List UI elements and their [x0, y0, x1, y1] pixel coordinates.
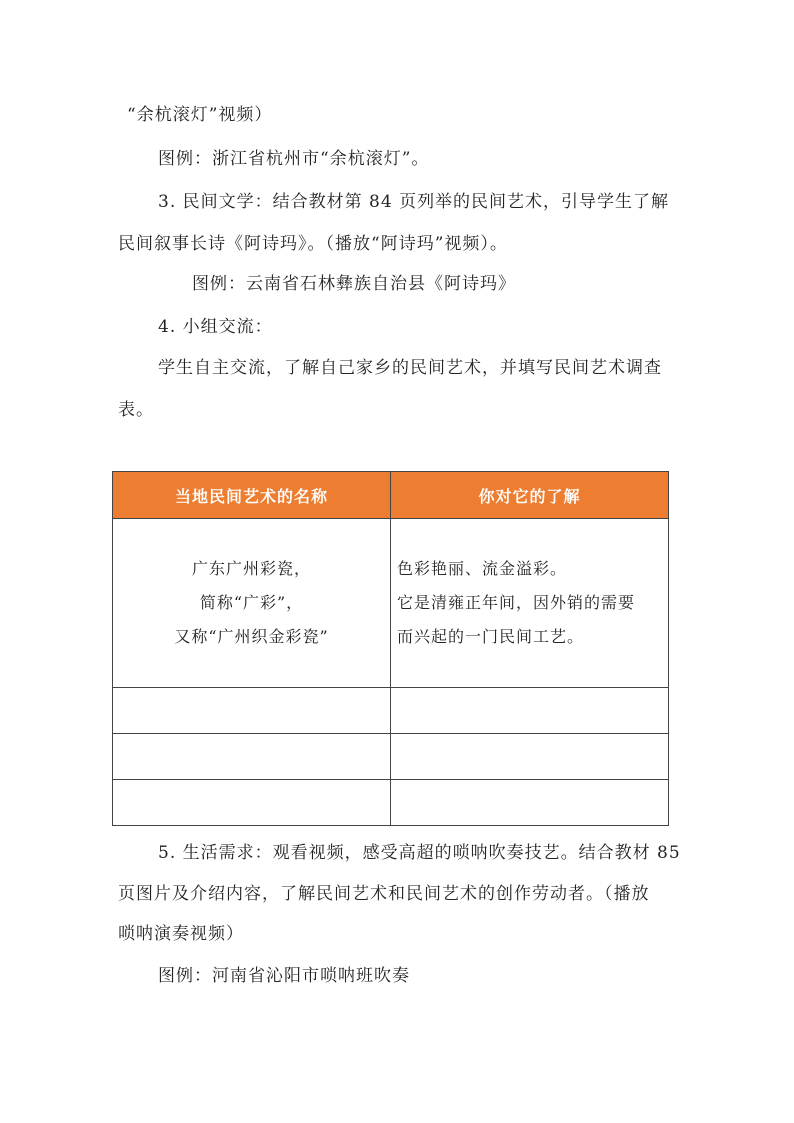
text-line-7: 学生自主交流，了解自己家乡的民间艺术，并填写民间艺术调查: [158, 358, 662, 378]
art-name-cell: [113, 519, 391, 688]
empty-cell[interactable]: [391, 688, 669, 734]
art-desc-line: 色彩艳丽、流金溢彩。: [397, 559, 568, 578]
art-desc-line: 它是清雍正年间，因外销的需要: [397, 593, 636, 612]
header-understanding: 你对它的了解: [391, 472, 669, 519]
text-line-1: “余杭滚灯”视频）: [127, 105, 273, 125]
art-desc-line: 而兴起的一门民间工艺。: [397, 627, 585, 646]
art-name-line: 广东广州彩瓷，: [191, 559, 311, 578]
text-line-6: 4. 小组交流：: [158, 317, 273, 337]
text-line-4: 民间叙事长诗《阿诗玛》。（播放“阿诗玛”视频）。: [118, 234, 508, 254]
art-name-line: 简称“广彩”，: [199, 593, 304, 612]
text-line-3: 3. 民间文学：结合教材第 84 页列举的民间艺术，引导学生了解: [158, 192, 670, 212]
art-desc-cell: [391, 519, 669, 688]
header-art-name: 当地民间艺术的名称: [113, 472, 391, 519]
table-row: [113, 519, 669, 688]
table-row-empty: [113, 688, 669, 734]
text-line-2: 图例：浙江省杭州市“余杭滚灯”。: [158, 149, 430, 169]
text-line-11: 唢呐演奏视频）: [118, 924, 244, 944]
table-row-empty: [113, 780, 669, 826]
text-line-12: 图例：河南省沁阳市唢呐班吹奏: [158, 966, 410, 986]
empty-cell[interactable]: [113, 688, 391, 734]
empty-cell[interactable]: [113, 734, 391, 780]
empty-cell[interactable]: [391, 734, 669, 780]
text-line-5: 图例：云南省石林彝族自治县《阿诗玛》: [192, 274, 516, 294]
text-line-9: 5. 生活需求：观看视频，感受高超的唢呐吹奏技艺。结合教材 85: [158, 843, 681, 863]
art-name-line: 又称“广州织金彩瓷”: [174, 627, 329, 646]
table-header-row: [113, 472, 669, 519]
text-line-10: 页图片及介绍内容，了解民间艺术和民间艺术的创作劳动者。（播放: [118, 884, 650, 904]
table-row-empty: [113, 734, 669, 780]
empty-cell[interactable]: [391, 780, 669, 826]
folk-art-survey-table: [112, 471, 669, 826]
text-line-8: 表。: [118, 400, 154, 420]
empty-cell[interactable]: [113, 780, 391, 826]
